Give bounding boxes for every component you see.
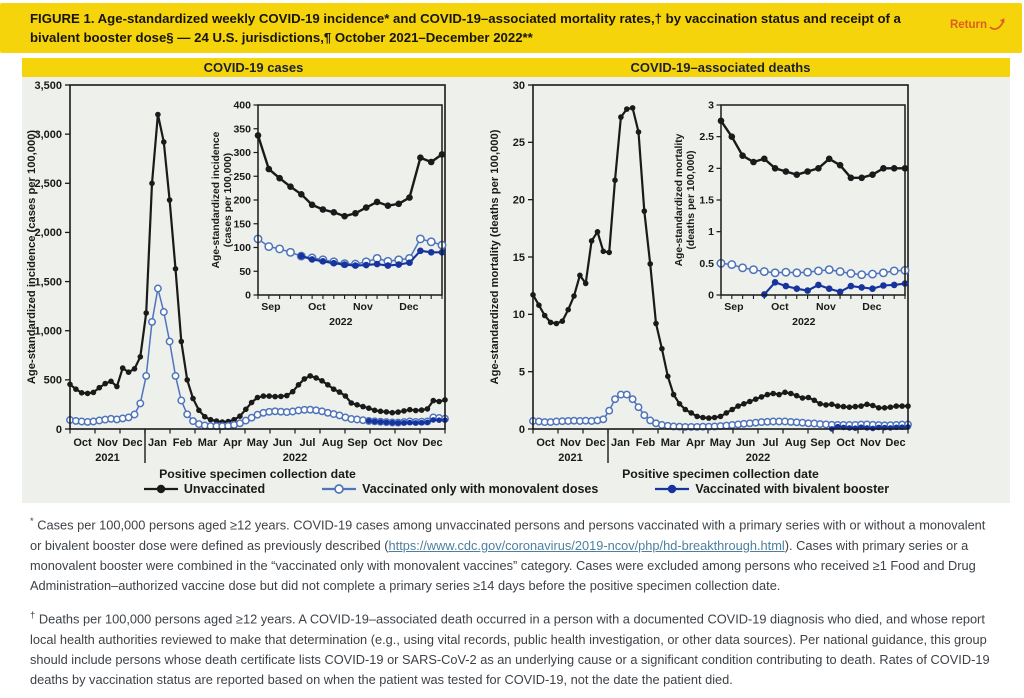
footnote-marker-asterisk: *	[30, 516, 34, 528]
y-axis	[489, 80, 533, 436]
svg-text:0: 0	[708, 289, 714, 302]
footnote-deaths	[30, 608, 994, 690]
return-arrow-icon	[989, 17, 1006, 32]
cases-chart	[22, 77, 477, 481]
footnote-cases-text-pre: Cases per 100,000 persons aged ≥12 years. COVID-19 cases among unvaccinated persons and persons vaccinated with a primary series with or without a monovalent or bivalent booster dose were defined as previously described (	[30, 517, 986, 553]
svg-text:Dec: Dec	[422, 437, 443, 450]
footnote-cases-text-post: ). Cases with primary series or a monovalent booster were combined in the “vaccinated only with monovalent vaccines” category. Cases were excluded among persons who received ≥1 Food and Drug Administration–authorized vaccine dose but did not complete a primary series ≥14 days before the positive specimen collection date.	[30, 537, 976, 594]
svg-text:Feb: Feb	[635, 437, 656, 450]
svg-text:Positive specimen collection d: Positive specimen collection date	[159, 467, 356, 482]
svg-text:3,500: 3,500	[34, 80, 62, 93]
cdc-breakthrough-link[interactable]: https://www.cdc.gov/coronavirus/2019-ncov/php/hd-breakthrough.html	[388, 537, 785, 553]
svg-text:Dec: Dec	[399, 301, 419, 314]
figure-title: FIGURE 1. Age-standardized weekly COVID-19 incidence* and COVID-19–associated mortality rates,† by vaccination status and receipt of a bivalent booster dose§ — 24 U.S. jurisdictions,¶ October 2021–December 2022**	[30, 11, 901, 46]
svg-text:2022: 2022	[792, 316, 816, 329]
svg-text:Feb: Feb	[172, 437, 193, 450]
svg-text:Apr: Apr	[686, 437, 705, 450]
legend-item-bivalent	[654, 482, 889, 496]
svg-text:Oct: Oct	[373, 437, 392, 450]
svg-text:2022: 2022	[745, 452, 771, 465]
svg-text:250: 250	[233, 171, 251, 184]
svg-text:15: 15	[512, 252, 525, 265]
svg-text:0: 0	[245, 289, 251, 302]
series-monovalent	[67, 286, 448, 430]
inset-chart	[211, 100, 446, 329]
svg-text:2.5: 2.5	[699, 131, 714, 144]
svg-text:0: 0	[55, 424, 62, 437]
svg-text:Age-standardized mortality (de: Age-standardized mortality (deaths per 100,000)	[489, 129, 501, 385]
svg-text:2: 2	[708, 163, 714, 176]
svg-text:Nov: Nov	[97, 437, 118, 450]
svg-text:May: May	[709, 437, 732, 450]
svg-text:(deaths per 100,000): (deaths per 100,000)	[686, 150, 697, 250]
svg-text:Apr: Apr	[223, 437, 242, 450]
legend-item-unvaccinated	[143, 482, 265, 496]
svg-text:May: May	[246, 437, 269, 450]
return-label: Return	[949, 18, 987, 31]
svg-text:Mar: Mar	[197, 437, 218, 450]
legend-item-monovalent	[321, 482, 598, 496]
svg-text:(cases per 100,000): (cases per 100,000)	[223, 153, 234, 248]
svg-text:350: 350	[233, 123, 251, 136]
chart-legend	[22, 481, 1010, 503]
footnotes-section	[0, 503, 1024, 690]
svg-text:Positive specimen collection d: Positive specimen collection date	[622, 467, 819, 482]
svg-text:2,000: 2,000	[34, 227, 62, 240]
svg-text:5: 5	[518, 366, 525, 379]
svg-text:Dec: Dec	[122, 437, 143, 450]
inset-chart	[674, 100, 909, 329]
svg-text:1.5: 1.5	[699, 194, 714, 207]
footnote-deaths-text: Deaths per 100,000 persons aged ≥12 years. A COVID-19–associated death occurred in a person with a documented COVID-19 diagnosis who died, and whose report local health authorities reviewed to make that determination (e.g., using vital records, public health investigation, or other data sources). Per national guidance, this group should include persons whose death certificate lists COVID-19 or SARS-CoV-2 as an underlying cause or a significant condition contributing to death. Rates of COVID-19 deaths by vaccination status are reported based on when the patient was tested for COVID-19, not the date the patient died.	[30, 611, 990, 688]
svg-text:1: 1	[708, 226, 714, 239]
svg-text:Jul: Jul	[762, 437, 779, 450]
charts-row	[22, 77, 1010, 481]
svg-text:25: 25	[512, 137, 525, 150]
svg-text:300: 300	[233, 147, 251, 160]
svg-text:20: 20	[512, 194, 525, 207]
svg-text:Oct: Oct	[536, 437, 555, 450]
svg-text:Dec: Dec	[885, 437, 906, 450]
svg-text:Oct: Oct	[836, 437, 855, 450]
svg-text:3: 3	[708, 99, 714, 112]
svg-text:2021: 2021	[95, 452, 120, 465]
svg-text:Jan: Jan	[611, 437, 630, 450]
svg-text:Aug: Aug	[784, 437, 807, 450]
monovalent-marker-icon	[321, 483, 357, 495]
svg-text:2,500: 2,500	[34, 178, 62, 191]
figure-title-banner	[0, 3, 1022, 53]
svg-text:Nov: Nov	[560, 437, 581, 450]
svg-text:400: 400	[233, 99, 251, 112]
return-button[interactable]	[950, 17, 1006, 32]
svg-text:150: 150	[233, 218, 251, 231]
svg-text:2022: 2022	[329, 316, 353, 329]
svg-text:Sep: Sep	[347, 437, 368, 450]
svg-text:2021: 2021	[558, 452, 583, 465]
svg-text:Jun: Jun	[735, 437, 756, 450]
bivalent-marker-icon	[654, 483, 690, 495]
svg-text:Age-standardized mortality: Age-standardized mortality	[674, 133, 685, 267]
panel-title-deaths: COVID-19–associated deaths	[630, 60, 811, 76]
legend-label-monovalent: Vaccinated only with monovalent doses	[362, 482, 599, 497]
svg-text:Jul: Jul	[299, 437, 316, 450]
svg-text:Aug: Aug	[321, 437, 344, 450]
svg-text:0: 0	[518, 424, 525, 437]
svg-text:Oct: Oct	[771, 301, 789, 314]
svg-text:Dec: Dec	[585, 437, 606, 450]
footnote-marker-dagger: †	[30, 610, 36, 622]
svg-text:3,000: 3,000	[34, 129, 62, 142]
deaths-chart	[485, 77, 975, 481]
svg-text:Sep: Sep	[810, 437, 831, 450]
svg-text:Nov: Nov	[815, 301, 836, 314]
svg-text:50: 50	[239, 266, 251, 279]
svg-text:Mar: Mar	[660, 437, 681, 450]
svg-text:10: 10	[512, 309, 525, 322]
svg-text:0.5: 0.5	[699, 258, 714, 271]
svg-text:Nov: Nov	[860, 437, 881, 450]
x-axis	[533, 429, 908, 481]
legend-label-bivalent: Vaccinated with bivalent booster	[695, 482, 890, 497]
svg-text:100: 100	[233, 242, 251, 255]
unvaccinated-marker-icon	[143, 483, 179, 495]
svg-text:Age-standardized incidence: Age-standardized incidence	[211, 131, 222, 269]
y-axis	[26, 80, 70, 436]
panel-title-cases: COVID-19 cases	[203, 60, 304, 76]
svg-text:Jan: Jan	[148, 437, 167, 450]
legend-label-unvaccinated: Unvaccinated	[183, 482, 266, 497]
svg-text:Oct: Oct	[73, 437, 92, 450]
svg-text:Nov: Nov	[352, 301, 373, 314]
svg-text:Dec: Dec	[862, 301, 882, 314]
svg-text:Age-standardized incidence (ca: Age-standardized incidence (cases per 100,000)	[26, 130, 38, 385]
figure-area	[22, 58, 1010, 503]
svg-text:Sep: Sep	[724, 301, 744, 314]
svg-text:Jun: Jun	[272, 437, 293, 450]
svg-text:30: 30	[512, 80, 525, 93]
footnote-cases	[30, 514, 994, 596]
svg-text:1,500: 1,500	[34, 276, 62, 289]
svg-text:Nov: Nov	[397, 437, 418, 450]
svg-text:Oct: Oct	[308, 301, 326, 314]
svg-text:200: 200	[233, 194, 251, 207]
svg-text:1,000: 1,000	[34, 325, 62, 338]
series-monovalent	[530, 392, 911, 431]
panel-title-strip	[22, 58, 1010, 77]
svg-text:Sep: Sep	[261, 301, 281, 314]
x-axis	[70, 429, 445, 481]
svg-text:500: 500	[43, 374, 62, 387]
figure-page	[0, 3, 1024, 698]
svg-text:2022: 2022	[282, 452, 308, 465]
